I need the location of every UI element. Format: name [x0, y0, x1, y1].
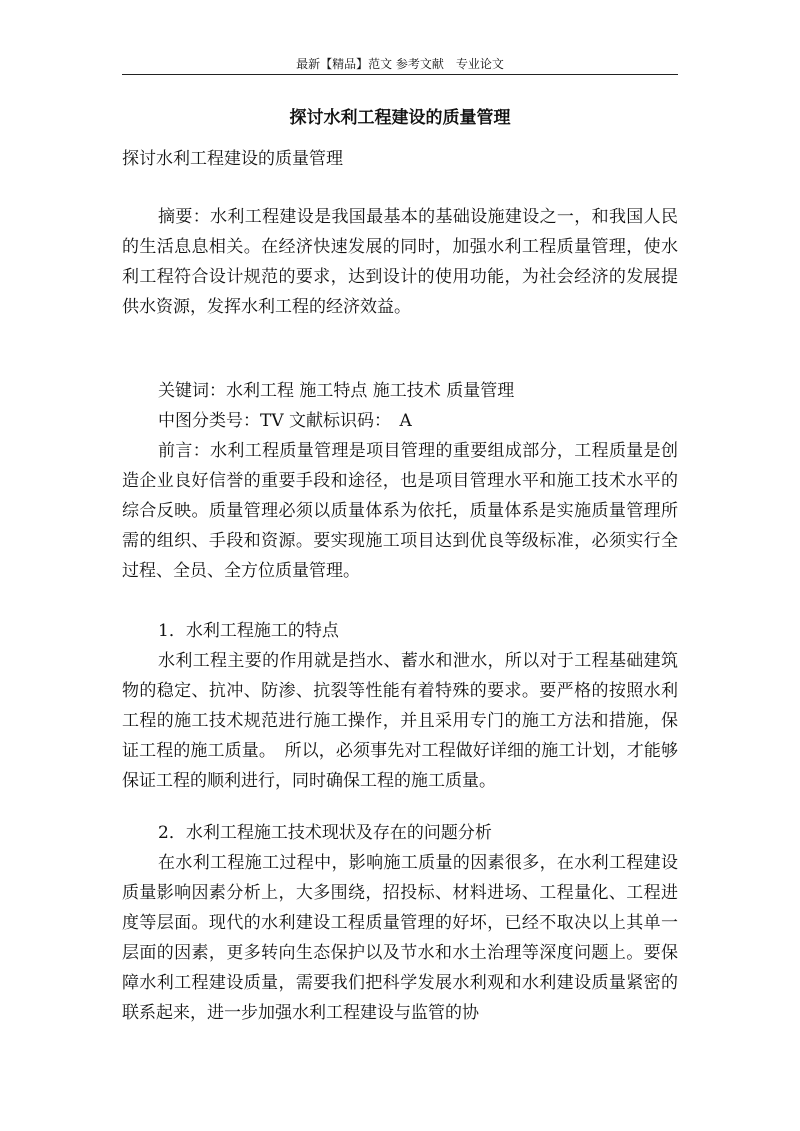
subtitle-text: 探讨水利工程建设的质量管理: [122, 149, 343, 169]
classification-text: 中图分类号：TV 文献标识码： A: [158, 411, 412, 431]
section-2: [122, 818, 678, 1028]
section-2-heading: 2．水利工程施工技术现状及存在的问题分析: [158, 823, 492, 843]
document-subtitle: [122, 144, 678, 174]
section-1-text: 水利工程主要的作用就是挡水、蓄水和泄水，所以对于工程基础建筑物的稳定、抗冲、防渗、抗裂等性能有着特殊的要求。要严格的按照水利工程的施工技术规范进行施工操作，并且采用专门的施工方法和措施，保证工程的施工质量。 所以，必须事先对工程做好详细的施工计划，才能够保证工程的顺利进行，同时确保工程的施工质量。: [122, 651, 678, 791]
header-rule: [122, 74, 678, 75]
meta-block: [122, 376, 678, 586]
page-header: 最新【精品】范文 参考文献 专业论文: [296, 57, 504, 71]
abstract-block: [122, 202, 678, 322]
section-2-text: 在水利工程施工过程中，影响施工质量的因素很多，在水利工程建设质量影响因素分析上，大多围绕，招投标、材料进场、工程量化、工程进度等层面。现代的水利建设工程质量管理的好坏，已经不取决以上其单一层面的因素，更多转向生态保护以及节水和水土治理等深度问题上。要保障水利工程建设质量，需要我们把科学发展水利观和水利建设质量紧密的联系起来，进一步加强水利工程建设与监管的协: [122, 853, 678, 1023]
preface-text: 前言：水利工程质量管理是项目管理的重要组成部分，工程质量是创造企业良好信誉的重要手段和途径，也是项目管理水平和施工技术水平的综合反映。质量管理必须以质量体系为依托，质量体系是实施质量管理所需的组织、手段和资源。要实现施工项目达到优良等级标准，必须实行全过程、全员、全方位质量管理。: [122, 441, 678, 581]
keywords-text: 关键词：水利工程 施工特点 施工技术 质量管理: [158, 381, 515, 401]
section-1-heading: 1．水利工程施工的特点: [158, 621, 339, 641]
abstract-text: 摘要：水利工程建设是我国最基本的基础设施建设之一，和我国人民的生活息息相关。在经济快速发展的同时，加强水利工程质量管理，使水利工程符合设计规范的要求，达到设计的使用功能，为社会经济的发展提供水资源，发挥水利工程的经济效益。: [122, 207, 678, 317]
document-title: 探讨水利工程建设的质量管理: [289, 108, 511, 128]
section-1: [122, 616, 678, 796]
